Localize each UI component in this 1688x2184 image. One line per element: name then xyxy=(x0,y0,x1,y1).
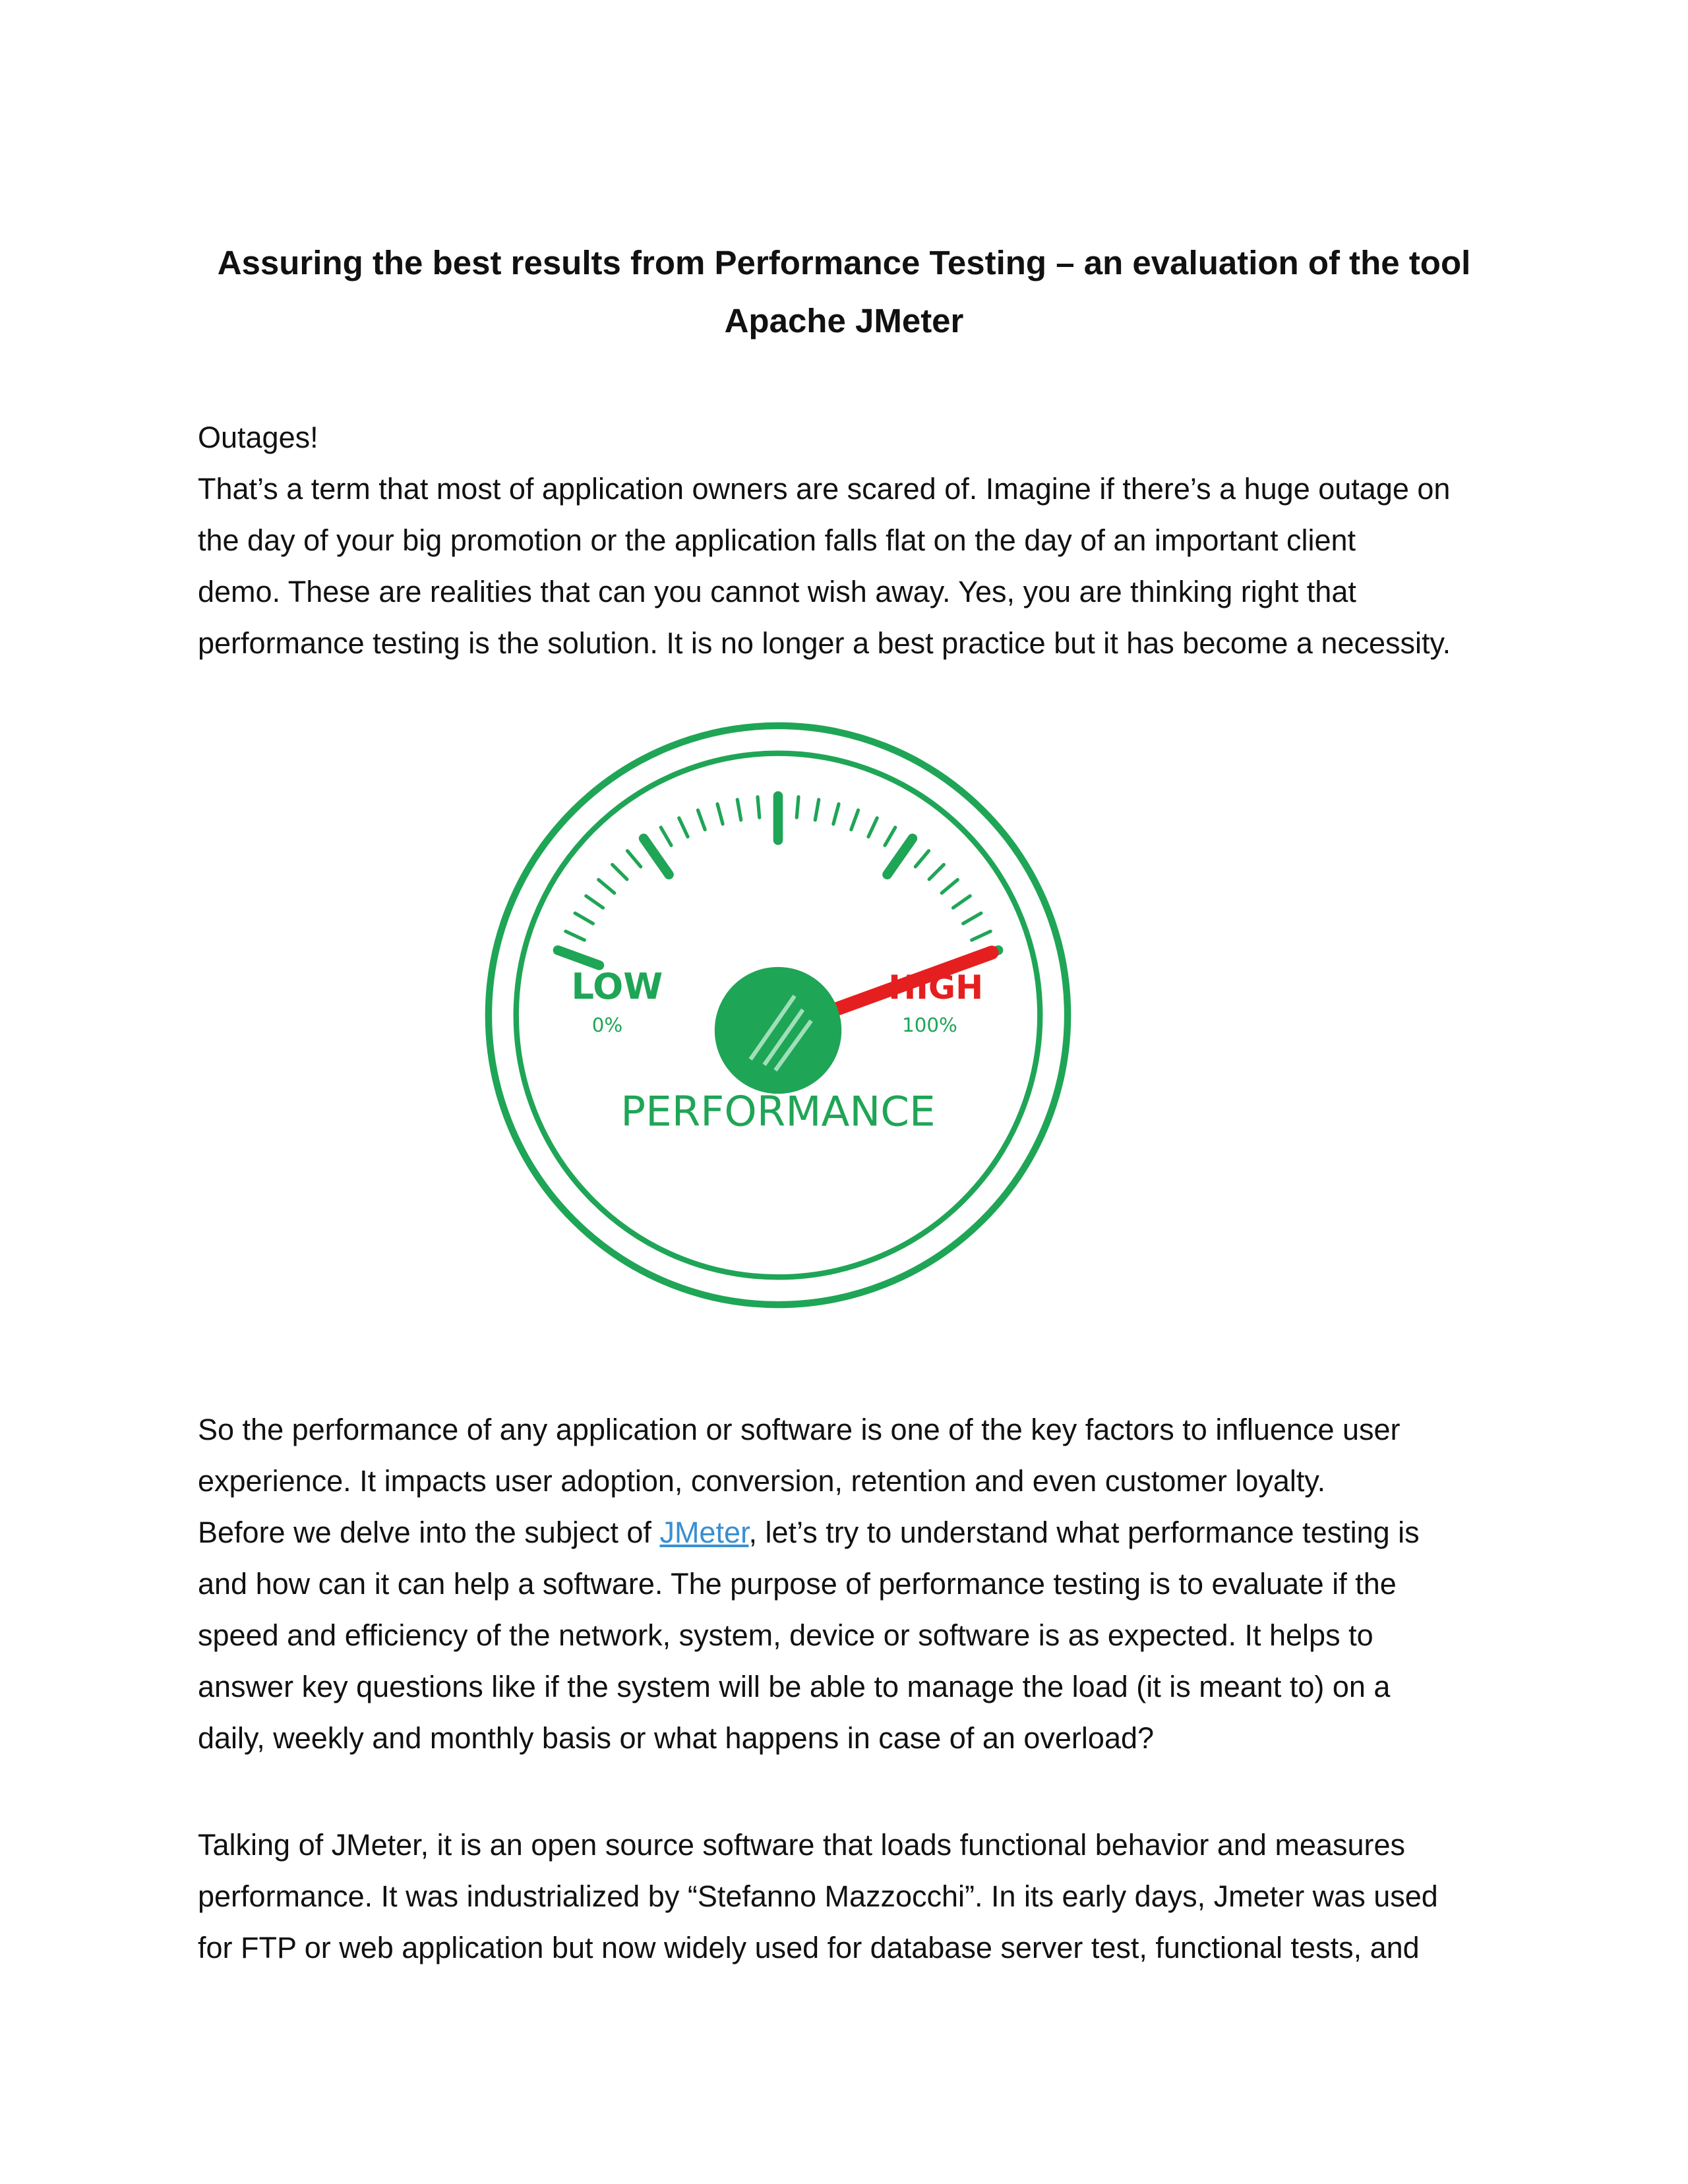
gauge-major-tick xyxy=(888,839,913,875)
gauge-minor-tick xyxy=(566,931,584,940)
gauge-caption: PERFORMANCE xyxy=(620,1087,936,1136)
document-title xyxy=(132,234,1556,350)
low-percent: 0% xyxy=(591,1014,623,1037)
gauge-minor-tick xyxy=(953,896,970,908)
gauge-ticks xyxy=(558,796,998,966)
text-line: So the performance of any application or software is one of the key factors to influence user xyxy=(198,1413,1401,1446)
text-line: demo. These are realities that can you cannot wish away. Yes, you are thinking right that xyxy=(198,575,1356,608)
gauge-minor-tick xyxy=(868,818,877,837)
gauge-minor-tick xyxy=(717,804,723,824)
gauge-minor-tick xyxy=(698,810,705,829)
gauge-minor-tick xyxy=(815,800,818,820)
gauge-minor-tick xyxy=(679,818,688,837)
gauge-minor-tick xyxy=(851,810,859,829)
gauge-minor-tick xyxy=(661,827,671,845)
gauge-minor-tick xyxy=(915,851,928,867)
text-line xyxy=(198,1507,1517,1558)
gauge-minor-tick xyxy=(797,797,799,817)
intro-paragraph xyxy=(198,412,1517,669)
text-line: for FTP or web application but now widely used for database server test, functional tests, and xyxy=(198,1931,1420,1964)
text-line: experience. It impacts user adoption, conversion, retention and even customer loyalty. xyxy=(198,1464,1326,1498)
performance-paragraph xyxy=(198,1404,1517,1764)
high-percent: 100% xyxy=(902,1014,957,1037)
gauge-minor-tick xyxy=(586,896,603,908)
gauge-minor-tick xyxy=(613,865,627,879)
performance-gauge-illustration xyxy=(475,712,1081,1318)
text-line: performance testing is the solution. It is no longer a best practice but it has become a necessity. xyxy=(198,626,1451,660)
gauge-major-tick xyxy=(558,950,599,965)
gauge-minor-tick xyxy=(963,913,981,924)
gauge-minor-tick xyxy=(737,800,740,820)
text-line: Outages! xyxy=(198,421,318,454)
gauge-minor-tick xyxy=(972,931,990,940)
text-segment: Before we delve into the subject of xyxy=(198,1516,660,1549)
gauge-minor-tick xyxy=(833,804,839,824)
gauge-minor-tick xyxy=(942,880,957,893)
text-line: That’s a term that most of application owners are scared of. Imagine if there’s a huge outage on xyxy=(198,472,1451,506)
title-line-2: Apache JMeter xyxy=(724,302,964,339)
gauge-minor-tick xyxy=(929,865,944,879)
gauge-svg xyxy=(475,712,1081,1318)
gauge-minor-tick xyxy=(599,880,615,893)
text-line: daily, weekly and monthly basis or what happens in case of an overload? xyxy=(198,1721,1155,1755)
title-line-1: Assuring the best results from Performance Testing – an evaluation of the tool xyxy=(217,244,1471,281)
text-line: performance. It was industrialized by “Stefanno Mazzocchi”. In its early days, Jmeter was used xyxy=(198,1879,1438,1913)
text-segment: , let’s try to understand what performance testing is xyxy=(748,1516,1420,1549)
text-line: answer key questions like if the system will be able to manage the load (it is meant to) on a xyxy=(198,1670,1391,1703)
gauge-minor-tick xyxy=(575,913,593,924)
gauge-hub xyxy=(715,967,841,1094)
high-label: HIGH xyxy=(888,967,984,1007)
jmeter-link[interactable]: JMeter xyxy=(659,1516,749,1549)
text-line: speed and efficiency of the network, system, device or software is as expected. It helps to xyxy=(198,1618,1373,1652)
gauge-minor-tick xyxy=(885,827,895,845)
jmeter-paragraph xyxy=(198,1819,1517,1974)
gauge-minor-tick xyxy=(628,851,641,867)
text-line: and how can it can help a software. The purpose of performance testing is to evaluate if the xyxy=(198,1567,1397,1601)
text-line: Talking of JMeter, it is an open source software that loads functional behavior and measures xyxy=(198,1828,1406,1862)
low-label: LOW xyxy=(571,965,663,1007)
gauge-minor-tick xyxy=(758,797,760,817)
text-line: the day of your big promotion or the application falls flat on the day of an important client xyxy=(198,523,1356,557)
gauge-major-tick xyxy=(644,839,669,875)
